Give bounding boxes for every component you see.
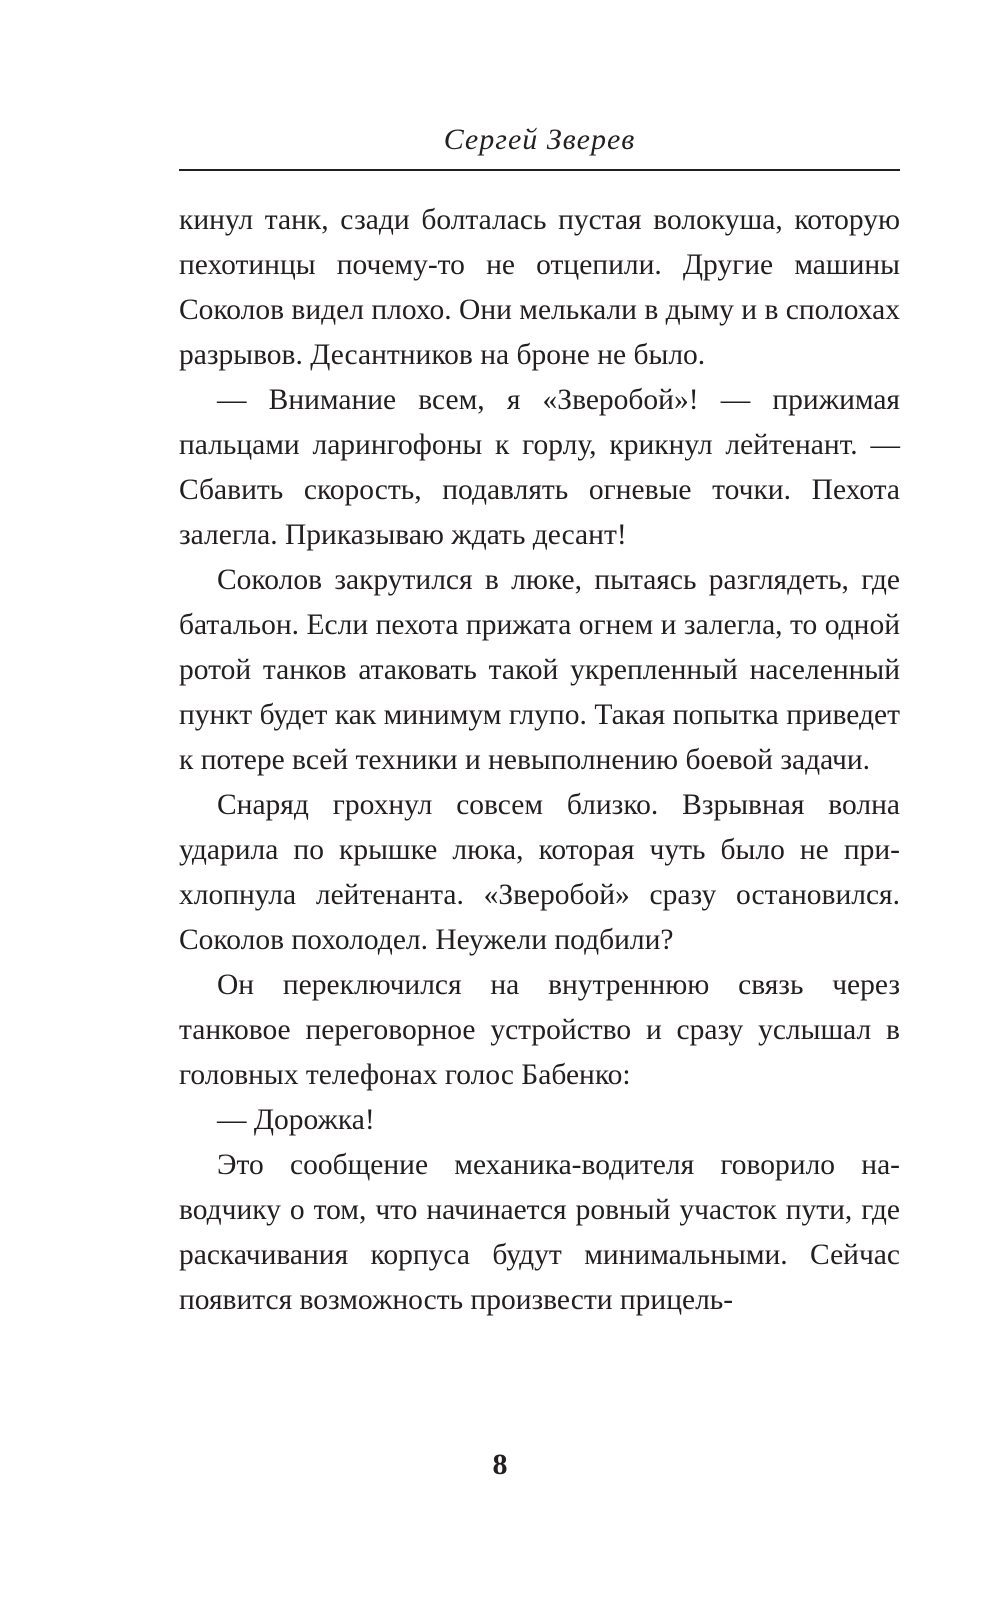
paragraph: — Внимание всем, я «Зверобой»! — прижимая пальцами ларингофоны к горлу, крикнул лейтенант. — Сбавить скорость, подавлять огневые точки. Пехота залегла. Приказываю ждать десант! — [179, 384, 900, 551]
body-text — [179, 198, 900, 1323]
paragraph-continued: кинул танк, сзади болталась пустая волокуша, которую пехотинцы почему-то не отцепили. Другие машины Соколов видел плохо. Они мелькали в дыму и в сполохах разрывов. Десантников на броне не было. — [179, 204, 900, 371]
paragraph: Снаряд грохнул совсем близко. Взрывная волна ударила по крышке люка, которая чуть было не прихлопнула лейтенанта. «Зверобой» сразу остановился. Соколов похолодел. Неужели подбили? — [179, 789, 900, 956]
running-head-author: Сергей Зверев — [443, 123, 636, 156]
header-rule — [179, 169, 900, 171]
page-number: 8 — [492, 1448, 508, 1481]
paragraph: — Дорожка! — [217, 1104, 375, 1136]
paragraph: Это сообщение механика-водителя говорило наводчику о том, что начинается ровный участок пути, где раскачивания корпуса будут минимальными. Сейчас появится возможность произвести прицель- — [179, 1149, 900, 1316]
paragraph: Соколов закрутился в люке, пытаясь разглядеть, где батальон. Если пехота прижата огнем и залегла, то одной ротой танков атаковать такой укрепленный населенный пункт будет как минимум глупо. Такая попытка приведет к потере всей техники и невыполнению боевой задачи. — [179, 564, 900, 776]
paragraph: Он переключился на внутреннюю связь через танковое переговорное устройство и сразу услышал в головных телефонах голос Бабенко: — [179, 969, 900, 1091]
